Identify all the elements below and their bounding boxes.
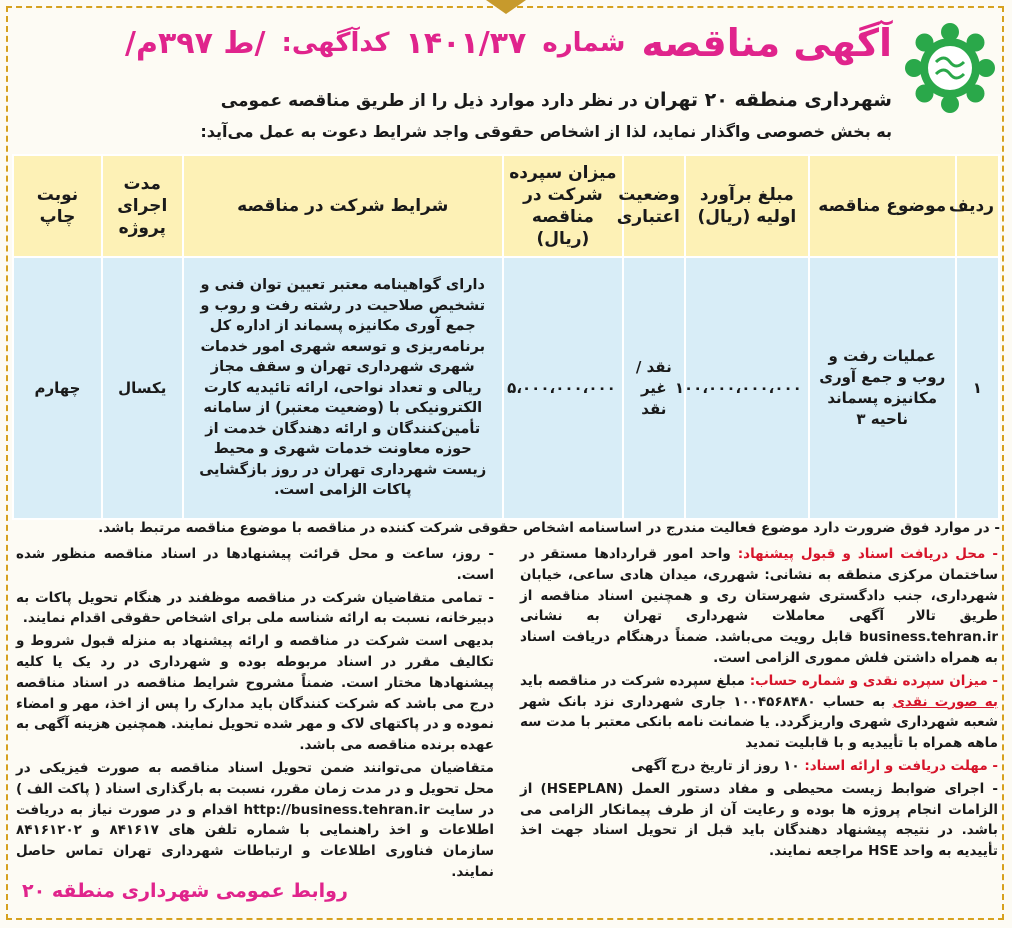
acceptance-paragraph: بدیهی است شرکت در مناقصه و ارائه پیشنهاد به منزله قبول شروط و تکالیف مقرر در اسناد مربوطه بوده و شهرداری در رد یک یا کلیه پیشنهادها مختار است. ضمناً مشروح شرایط مناقصه در اسناد مناقصه درج می باشد که شرکت کنندگان باید مدارک را پس از اخذ، مهر و امضاء نموده و در پاکتهای لاک و مهر شده تحویل نمایند. همچنین هزینه آگهی به عهده برنده مناقصه می باشد. [16,633,494,754]
intro-line-1-rest: در نظر دارد موارد ذیل را از طریق مناقصه عمومی [220,91,638,111]
cell-row-no: ۱ [956,257,999,519]
number-label: شماره [542,28,626,58]
docs-location-heading: - محل دریافت اسناد و قبول پیشنهاد: [737,546,998,562]
header-subject: موضوع مناقصه [809,155,956,257]
public-relations-footer: روابط عمومی شهرداری منطقه ۲۰ [22,880,348,902]
docs-location-paragraph [520,544,998,669]
cell-estimate: ۱۰۰،۰۰۰،۰۰۰،۰۰۰ [685,257,809,519]
deposit-paragraph [520,671,998,754]
docs-location-body: واحد امور قراردادها مستقر در ساختمان مرکزی منطقه به نشانی: شهرری، میدان هادی ساعی، خیابان شهرداری، جنب دادگستری شهرستان ری و همچنین اسناد مناقصه از طریق تالار آگهی معاملات شهرداری تهران به نشانی business.tehran.ir قابل رویت می‌باشد. ضمناً [520,546,998,646]
tehran-municipality-logo-icon [904,22,996,114]
intro-line-1 [32,88,892,113]
header-deposit: میزان سپرده شرکت در مناقصه (ریال) [503,155,623,257]
header-print-round: نوبت چاپ [13,155,102,257]
cell-subject: عملیات رفت و روب و جمع آوری مکانیزه پسماند ناحیه ۳ [809,257,956,519]
deposit-body-2: به حساب ۱۰۰۴۵۶۸۴۸۰ جاری شهرداری نزد بانک شهر شعبه شهرداری شهری واریزگردد. یا ضمانت نامه بانکی معتبر با مدت سه ماهه همراه با تأییدیه و با قابلیت تمدید [520,693,998,752]
tender-table [12,154,1000,520]
activity-note: - در موارد فوق ضرورت دارد موضوع فعالیت مندرج در اساسنامه اشخاص حقوقی شرکت کننده در مناقصه با موضوع مناقصه مرتبط باشد. [98,520,1000,536]
deadline-heading: - مهلت دریافت و ارائه اسناد: [804,757,998,774]
flash-memory-note: درهنگام دریافت اسناد به همراه داشتن فلش مموری الزامی است. [520,629,998,666]
cell-credit: نقد / غیر نقد [623,257,685,519]
header-conditions: شرایط شرکت در مناقصه [183,155,503,257]
national-id-paragraph: - تمامی متقاضیان شرکت در مناقصه موظفند در هنگام تحویل پاکات به دبیرخانه، نسبت به ارائه شناسه ملی برای اشخاص حقوقی اقدام نمایند. [16,589,494,627]
header-estimate: مبلغ برآورد اولیه (ریال) [685,155,809,257]
header-credit: وضعیت اعتباری [623,155,685,257]
code-label: کدآگهی: [281,28,390,58]
ad-code: /ط ۳۹۷م/ [125,25,266,61]
tender-number: ۱۴۰۱/۳۷ [405,25,527,61]
header-duration: مدت اجرای پروژه [102,155,183,257]
table-row [13,257,999,519]
cash-underline: به صورت نقدی [892,693,999,710]
hse-paragraph: - اجرای ضوابط زیست محیطی و مفاد دستور العمل (HSEPLAN) از الزامات انجام پروژه ها بوده و رعایت آن از طرف پیمانکار الزامی می باشد. در نتیجه پیشنهاد دهندگان باید قبل از تحویل اسناد جهت اخذ تأییدیه به واحد HSE مراجعه نمایند. [520,780,998,860]
cell-duration: یکسال [102,257,183,519]
right-column [520,544,998,864]
deadline-body: ۱۰ روز از تاریخ درج آگهی [631,757,800,774]
table-header-row [13,155,999,257]
upload-paragraph: متقاضیان می‌توانند ضمن تحویل اسناد مناقصه به صورت فیزیکی در محل تحویل و در مدت زمان مقرر، نسبت به بارگذاری اسناد ( پاکت الف ) در سایت http://business.tehran.ir اقدام و در صورت نیاز به دریافت اطلاعات و اخذ راهنمایی با شماره تلفن های ۸۴۱۶۱۷ و ۸۴۱۶۱۲۰۲ سازمان فناوری اطلاعات و ارتباطات شهرداری تهران تماس حاصل نمایند. [16,759,494,880]
intro-line-2: به بخش خصوصی واگذار نماید، لذا از اشخاص حقوقی واجد شرایط دعوت به عمل می‌آید: [200,122,892,141]
cell-deposit: ۵،۰۰۰،۰۰۰،۰۰۰ [503,257,623,519]
header-row-no: ردیف [956,155,999,257]
cell-print-round: چهارم [13,257,102,519]
deposit-heading: - میزان سپرده نقدی و شماره حساب: [749,672,998,689]
deposit-body-1: مبلغ سپرده شرکت در مناقصه باید [520,672,745,689]
title-row [22,14,892,72]
reading-time-paragraph: - روز، ساعت و محل قرائت پیشنهادها در اسناد مناقصه منظور شده است. [16,546,494,583]
org-name: شهرداری منطقه ۲۰ تهران [643,89,892,111]
left-column [16,544,494,885]
ad-title: آگهی مناقصه [641,21,892,65]
deadline-paragraph [520,756,998,777]
cell-conditions: دارای گواهینامه معتبر تعیین توان فنی و تشخیص صلاحیت در رشته رفت و روب و جمع آوری مکانیزه پسماند از اداره کل برنامه‌ریزی و توسعه شهری امور خدمات شهری شهرداری تهران و سقف مجاز ریالی و تعداد نواحی، ارائه تائیدیه کارت الکترونیکی با (وضعیت معتبر) از سامانه تأمین‌کنندگان و ارائه دهندگان خدمت از حوزه معاونت خدمات شهری و محیط زیست شهرداری تهران در روز بازگشایی پاکات الزامی است. [183,257,503,519]
